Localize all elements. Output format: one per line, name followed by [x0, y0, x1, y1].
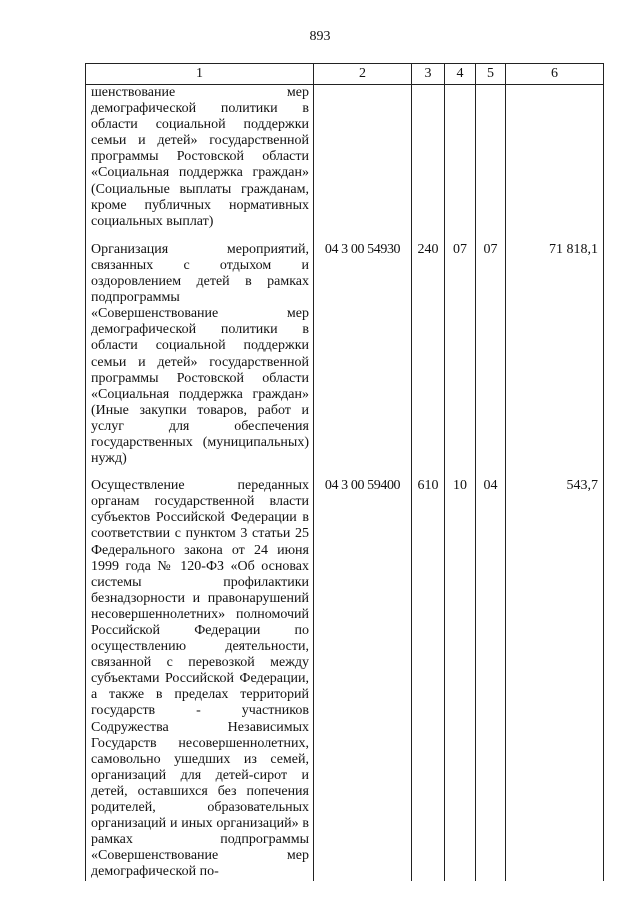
page-number: 893: [309, 29, 331, 44]
row-expense-type: 610: [412, 478, 445, 880]
row-subsection: 07: [476, 242, 506, 478]
row-target-code: 04 3 00 54930: [314, 242, 412, 478]
row-amount: 71 818,1: [506, 242, 604, 478]
header-col-6: 6: [506, 64, 604, 85]
header-col-5: 5: [476, 64, 506, 85]
row-name: Организация мероприятий, связанных с отдыхом и оздоровлением детей в рамках подпрограммы «Совершенствование мер демографической политики в области социальной поддержки семьи и детей» государственной программы Ростовской области «Социальная поддержка граждан» (Иные закупки товаров, работ и услуг для обеспечения государственных (муниципальных) нужд): [86, 242, 314, 478]
row-name: шенствование мер демографической политики в области социальной поддержки семьи и детей» государственной программы Ростовской области «Социальная поддержка граждан» (Социальные выплаты гражданам, кроме публичных нормативных социальных выплат): [86, 85, 314, 242]
row-section: 07: [445, 242, 476, 478]
header-row: [86, 64, 604, 85]
row-section: 10: [445, 478, 476, 880]
row-target-code: 04 3 00 59400: [314, 478, 412, 880]
row-target-code: [314, 85, 412, 242]
table-row: [86, 85, 604, 242]
table-row: [86, 242, 604, 478]
table-row: [86, 478, 604, 880]
row-expense-type: 240: [412, 242, 445, 478]
row-expense-type: [412, 85, 445, 242]
header-col-4: 4: [445, 64, 476, 85]
row-section: [445, 85, 476, 242]
row-subsection: [476, 85, 506, 242]
table-body: [86, 85, 604, 881]
header-col-2: 2: [314, 64, 412, 85]
table-header: [86, 64, 604, 85]
row-subsection: 04: [476, 478, 506, 880]
header-col-1: 1: [86, 64, 314, 85]
row-amount: [506, 85, 604, 242]
row-name: Осуществление переданных органам государственной власти субъектов Российской Федерации в соответствии с пунктом 3 статьи 25 Федерального закона от 24 июня 1999 года № 120-ФЗ «Об основах системы профилактики безнадзорности и правонарушений несовершеннолетних» полномочий Российской Федерации по осуществлению деятельности, связанной с перевозкой между субъектами Российской Федерации, а также в пределах территорий государств - участников Содружества Независимых Государств несовершеннолетних, самовольно ушедших из семей, организаций для детей-сирот и детей, оставшихся без попечения родителей, образовательных организаций и иных организаций» в рамках подпрограммы «Совершенствование мер демографической по-: [86, 478, 314, 880]
budget-table: [85, 63, 604, 881]
header-col-3: 3: [412, 64, 445, 85]
row-amount: 543,7: [506, 478, 604, 880]
